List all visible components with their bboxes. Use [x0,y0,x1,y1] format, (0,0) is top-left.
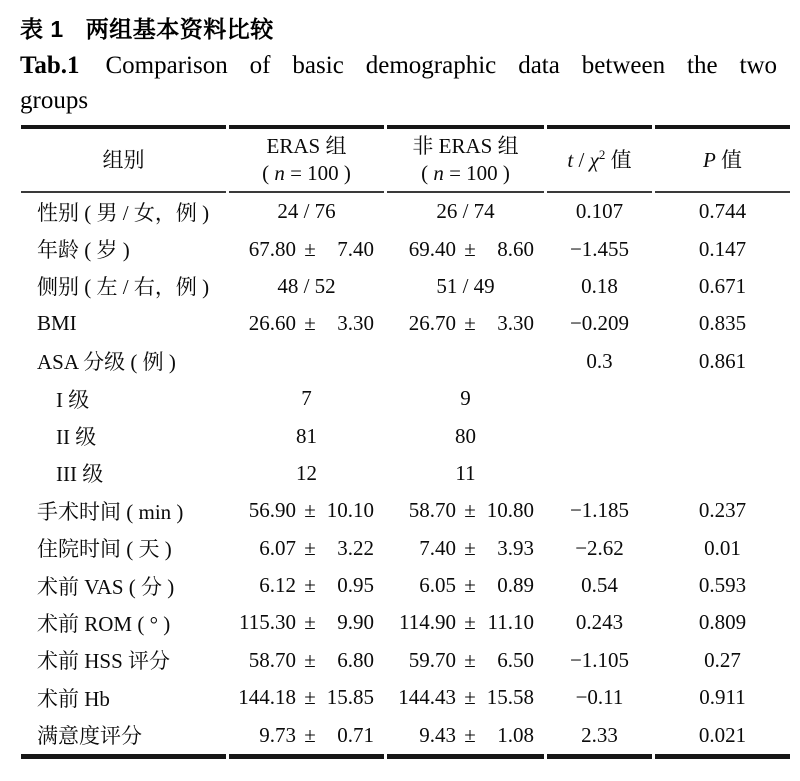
eras-value [229,604,384,641]
stat-value [547,455,652,492]
plus-minus-sign: ± [304,535,316,560]
mean-sd-value [396,573,534,598]
n-symbol: n [274,161,285,185]
sd-value: 8.60 [497,236,534,261]
non-eras-value [387,230,544,267]
mean-sd-value [396,648,534,673]
mean-sd-value [236,536,374,561]
sd-value: 0.95 [337,573,374,598]
non-eras-value [387,642,544,679]
sd-value: 10.80 [486,498,534,523]
mean-value: 115.30 [239,610,296,635]
table-row [21,193,790,230]
eras-value [229,230,384,267]
sd-value: 3.30 [497,311,534,336]
stat-value: 0.107 [575,199,624,224]
mean-sd-value [396,237,534,262]
p-value: 0.147 [698,236,747,261]
mean-value: 58.70 [248,647,296,672]
plus-minus-sign: ± [464,722,476,747]
header-row [21,125,790,193]
eras-value [229,305,384,342]
sd-value: 3.93 [497,535,534,560]
eras-value: 81 [296,423,317,448]
p-value: 0.671 [698,273,747,298]
eras-value [229,492,384,529]
mean-value: 58.70 [408,498,456,523]
table-row [21,305,790,342]
row-label: 术前 HSS 评分 [37,649,171,674]
caption-zh-label: 表 1 [20,16,64,42]
mean-sd-value [236,685,374,710]
stat-value: 0.3 [586,348,613,373]
non-eras-value [387,530,544,567]
plus-minus-sign: ± [464,647,476,672]
stat-value: 0.54 [581,573,618,598]
plus-minus-sign: ± [464,311,476,336]
caption-en-line1 [20,48,777,83]
table-row [21,604,790,641]
mean-sd-value [236,498,374,523]
non-eras-value [387,604,544,641]
table-row [21,642,790,679]
stat-value: 2.33 [547,716,652,758]
table-row [21,492,790,529]
stat-value: −1.455 [569,236,630,261]
header-p-col: P 值 [655,125,790,193]
chi-squared-exponent: 2 [598,147,606,162]
mean-value: 69.40 [408,236,456,261]
plus-minus-sign: ± [304,573,316,598]
stat-value [547,417,652,454]
non-eras-value [387,716,544,758]
mean-value: 26.70 [408,311,456,336]
caption-en-line2: groups [20,87,89,114]
stat-value: −0.11 [575,685,624,710]
header-eras-col [229,125,384,193]
plus-minus-sign: ± [464,535,476,560]
table-row [21,567,790,604]
mean-sd-value [236,648,374,673]
row-label: 术前 ROM ( ° ) [37,611,171,636]
caption-zh-title: 两组基本资料比较 [85,16,274,42]
non-eras-value [387,567,544,604]
row-label: 性别 ( 男 / 女，例 ) [37,200,210,225]
sd-value: 6.50 [497,647,534,672]
p-value: 0.911 [699,685,746,710]
plus-minus-sign: ± [464,685,476,710]
mean-value: 7.40 [419,535,456,560]
mean-value: 67.80 [248,236,296,261]
mean-sd-value [396,536,534,561]
plus-minus-sign: ± [304,685,316,710]
sd-value: 6.80 [337,647,374,672]
sd-value: 15.58 [486,685,534,710]
p-value: 0.744 [698,199,747,224]
plus-minus-sign: ± [304,610,316,635]
row-label: 术前 Hb [37,686,110,711]
plus-minus-sign: ± [464,236,476,261]
mean-sd-value [396,498,534,523]
eras-value: 24 / 76 [277,199,336,224]
mean-value: 6.07 [259,535,296,560]
p-value: 0.01 [704,535,741,560]
table-row [21,679,790,716]
mean-sd-value [396,311,534,336]
sd-value: 0.89 [497,573,534,598]
plus-minus-sign: ± [304,311,316,336]
eras-value: 12 [296,460,317,485]
stat-value: −1.105 [569,647,630,672]
mean-value: 59.70 [408,647,456,672]
p-value: 0.861 [698,348,747,373]
mean-value: 114.90 [399,610,456,635]
plus-minus-sign: ± [304,647,316,672]
non-eras-value: 9 [460,386,471,411]
mean-value: 56.90 [248,498,296,523]
non-eras-value: 51 / 49 [436,273,495,298]
sd-value: 11.10 [487,610,534,635]
sd-value: 7.40 [337,236,374,261]
table-row [21,455,790,492]
eras-value: 48 / 52 [277,273,336,298]
p-value [655,455,790,492]
eras-value [229,642,384,679]
header-non-eras-name: 非 ERAS 组 [412,134,519,158]
p-value: 0.809 [698,610,747,635]
sd-value: 1.08 [497,722,534,747]
table-body [21,193,790,759]
table-row [21,530,790,567]
stat-value: 0.18 [581,273,618,298]
mean-sd-value [236,610,374,635]
row-label: 手术时间 ( min ) [37,499,184,524]
p-value: 0.27 [704,647,741,672]
row-label: III 级 [56,462,104,487]
row-label: 术前 VAS ( 分 ) [37,574,175,599]
non-eras-value [387,679,544,716]
mean-sd-value [236,237,374,262]
eras-value [229,716,384,758]
p-value: 0.835 [698,311,747,336]
table-row [21,230,790,267]
mean-sd-value [236,311,374,336]
table-row [21,417,790,454]
p-value: 0.021 [655,716,790,758]
table-row [21,380,790,417]
non-eras-value [387,492,544,529]
caption-chinese [20,13,777,45]
non-eras-value [387,343,544,380]
t-symbol: t [567,148,574,172]
eras-value [229,679,384,716]
sd-value: 3.22 [337,535,374,560]
row-label: 侧别 ( 左 / 右，例 ) [37,275,210,300]
mean-value: 144.18 [238,685,296,710]
caption-en-label: Tab.1 [20,52,80,79]
plus-minus-sign: ± [464,498,476,523]
mean-value: 26.60 [248,311,296,336]
row-label: 满意度评分 [21,716,226,758]
row-label: ASA 分级 ( 例 ) [37,350,176,375]
plus-minus-sign: ± [304,498,316,523]
stat-value: 0.243 [575,610,624,635]
sd-value: 9.90 [337,610,374,635]
mean-sd-value [236,573,374,598]
p-value [655,380,790,417]
mean-sd-value [396,723,534,748]
table-row [21,268,790,305]
mean-sd-value [396,610,534,635]
plus-minus-sign: ± [464,573,476,598]
stat-value [547,380,652,417]
table-header [21,125,790,193]
eras-value [229,530,384,567]
sd-value: 0.71 [337,722,374,747]
non-eras-value: 11 [455,460,476,485]
row-label: BMI [37,311,77,336]
row-label: 年龄 ( 岁 ) [37,238,130,263]
non-eras-value: 80 [455,423,476,448]
header-non-eras-n: ( n = 100 ) [421,161,510,185]
mean-value: 9.43 [419,722,456,747]
plus-minus-sign: ± [304,722,316,747]
sd-value: 10.10 [326,498,374,523]
mean-value: 9.73 [259,722,296,747]
row-label: I 级 [56,387,90,412]
sd-value: 15.85 [326,685,374,710]
mean-value: 144.43 [398,685,456,710]
eras-value: 7 [301,386,312,411]
stat-value: −2.62 [575,535,624,560]
table-caption [20,13,777,118]
mean-sd-value [236,723,374,748]
eras-value [229,343,384,380]
stat-value: −0.209 [569,311,630,336]
chi-symbol: χ [589,148,599,172]
p-value: 0.593 [698,573,747,598]
header-eras-name: ERAS 组 [266,134,347,158]
table-row [21,716,790,758]
n-symbol: n [433,161,444,185]
mean-value: 6.12 [259,573,296,598]
header-group-col: 组别 [21,125,226,193]
header-eras-n: ( n = 100 ) [262,161,351,185]
p-value: 0.237 [698,498,747,523]
caption-english [20,48,777,118]
header-stat-col: t / $\chi^2$ 值 [547,125,652,193]
comparison-table [18,125,793,759]
plus-minus-sign: ± [464,610,476,635]
caption-en-text: Comparison of basic demographic data between the two [105,52,778,79]
p-symbol: P [702,148,716,172]
stat-value: −1.185 [569,498,630,523]
table-row [21,343,790,380]
p-value [655,417,790,454]
row-label: 住院时间 ( 天 ) [37,537,172,562]
mean-sd-value [396,685,534,710]
mean-value: 6.05 [419,573,456,598]
sd-value: 3.30 [337,311,374,336]
non-eras-value [387,305,544,342]
non-eras-value: 26 / 74 [436,199,495,224]
plus-minus-sign: ± [304,236,316,261]
row-label: II 级 [56,425,97,450]
eras-value [229,567,384,604]
header-non-eras-col [387,125,544,193]
